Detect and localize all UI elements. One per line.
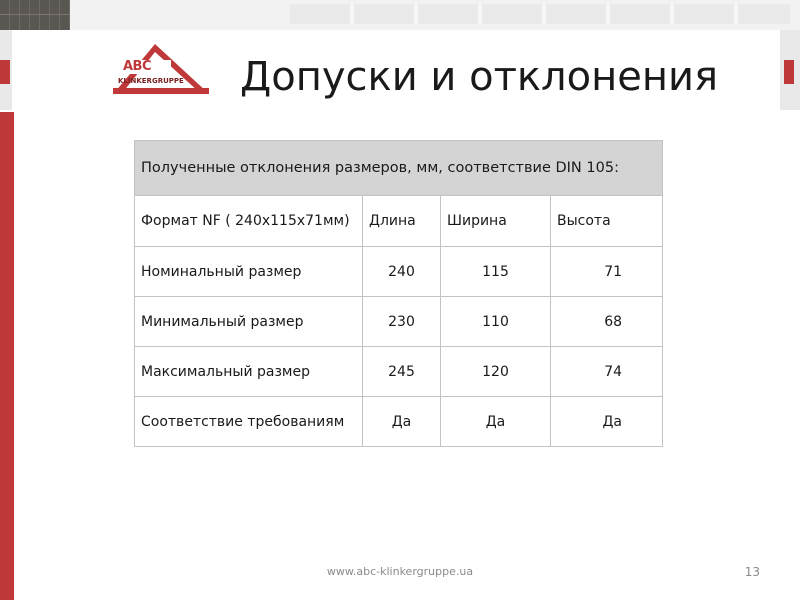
table-header-row xyxy=(135,196,663,247)
column-header-height: Высота xyxy=(551,196,663,247)
table-row xyxy=(135,397,663,447)
footer-url: www.abc-klinkergruppe.ua xyxy=(326,565,474,578)
column-header-width: Ширина xyxy=(441,196,551,247)
red-accent-left xyxy=(0,60,10,84)
cell-width: 110 xyxy=(441,297,551,347)
cell-width: Да xyxy=(441,397,551,447)
cell-length: 240 xyxy=(363,247,441,297)
red-accent-right xyxy=(784,60,794,84)
cell-height: 74 xyxy=(551,347,663,397)
tolerance-table xyxy=(134,140,663,447)
logo-name-text: KLINKERGRUPPE xyxy=(118,77,184,85)
table-row xyxy=(135,247,663,297)
page-title: Допуски и отклонения xyxy=(240,54,719,100)
cell-width: 115 xyxy=(441,247,551,297)
column-header-format: Формат NF ( 240х115х71мм) xyxy=(135,196,363,247)
brick-photo-strip xyxy=(0,0,70,30)
row-label: Максимальный размер xyxy=(135,347,363,397)
red-side-bar xyxy=(0,112,14,600)
cell-height: 68 xyxy=(551,297,663,347)
table-caption: Полученные отклонения размеров, мм, соответствие DIN 105: xyxy=(135,141,663,196)
page-number: 13 xyxy=(744,565,760,579)
cell-length: 230 xyxy=(363,297,441,347)
cell-width: 120 xyxy=(441,347,551,397)
cell-height: 71 xyxy=(551,247,663,297)
cell-height: Да xyxy=(551,397,663,447)
column-header-length: Длина xyxy=(363,196,441,247)
table-row xyxy=(135,347,663,397)
facade-photo-strip xyxy=(70,0,800,30)
table-caption-row xyxy=(135,141,663,196)
row-label: Номинальный размер xyxy=(135,247,363,297)
cell-length: Да xyxy=(363,397,441,447)
row-label: Соответствие требованиям xyxy=(135,397,363,447)
logo-abbr-text: ABC xyxy=(123,60,171,74)
cell-length: 245 xyxy=(363,347,441,397)
table-row xyxy=(135,297,663,347)
row-label: Минимальный размер xyxy=(135,297,363,347)
